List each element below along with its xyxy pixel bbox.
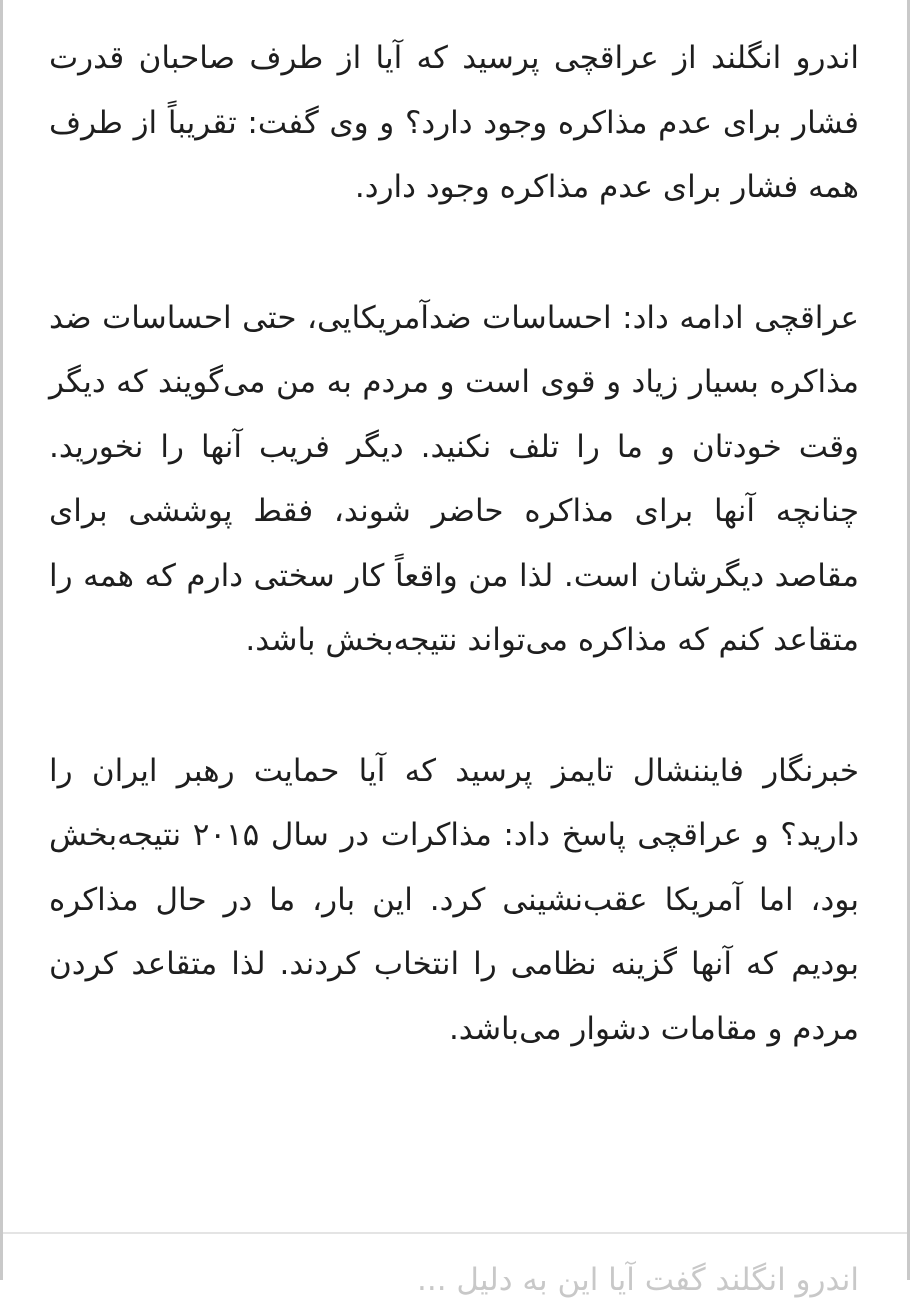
paragraph-3: خبرنگار فایننشال تایمز پرسید که آیا حمایت رهبر ایران را دارید؟ و عراقچی پاسخ داد: مذاکرات در سال ۲۰۱۵ نتیجه‌بخش بود، اما آمریکا عقب‌نشینی کرد. این بار، ما در حال مذاکره بودیم که آنها گزینه نظامی را انتخاب کردند. لذا متقاعد کردن مردم و مقامات دشوار می‌باشد. (49, 752, 859, 1047)
paragraph-1: اندرو انگلند از عراقچی پرسید که آیا از طرف صاحبان قدرت فشار برای عدم مذاکره وجود دارد؟ و وی گفت: تقریباً از طرف همه فشار برای عدم مذاکره وجود دارد. (49, 40, 859, 205)
message-divider (3, 1232, 907, 1234)
next-message-cut-off-line: اندرو انگلند گفت آیا این به دلیل ... (417, 1262, 859, 1298)
paragraph-2: عراقچی ادامه داد: احساسات ضدآمریکایی، حتی احساسات ضد مذاکره بسیار زیاد و قوی است و مردم به من می‌گویند که دیگر وقت خودتان و ما را تلف نکنید. دیگر فریب آنها را نخورید. چنانچه آنها برای مذاکره حاضر شوند، فقط پوششی برای مقاصد دیگرشان است. لذا من واقعاً کار سختی دارم که همه را متقاعد کنم که مذاکره می‌تواند نتیجه‌بخش باشد. (49, 299, 859, 658)
article-body (49, 26, 859, 1127)
